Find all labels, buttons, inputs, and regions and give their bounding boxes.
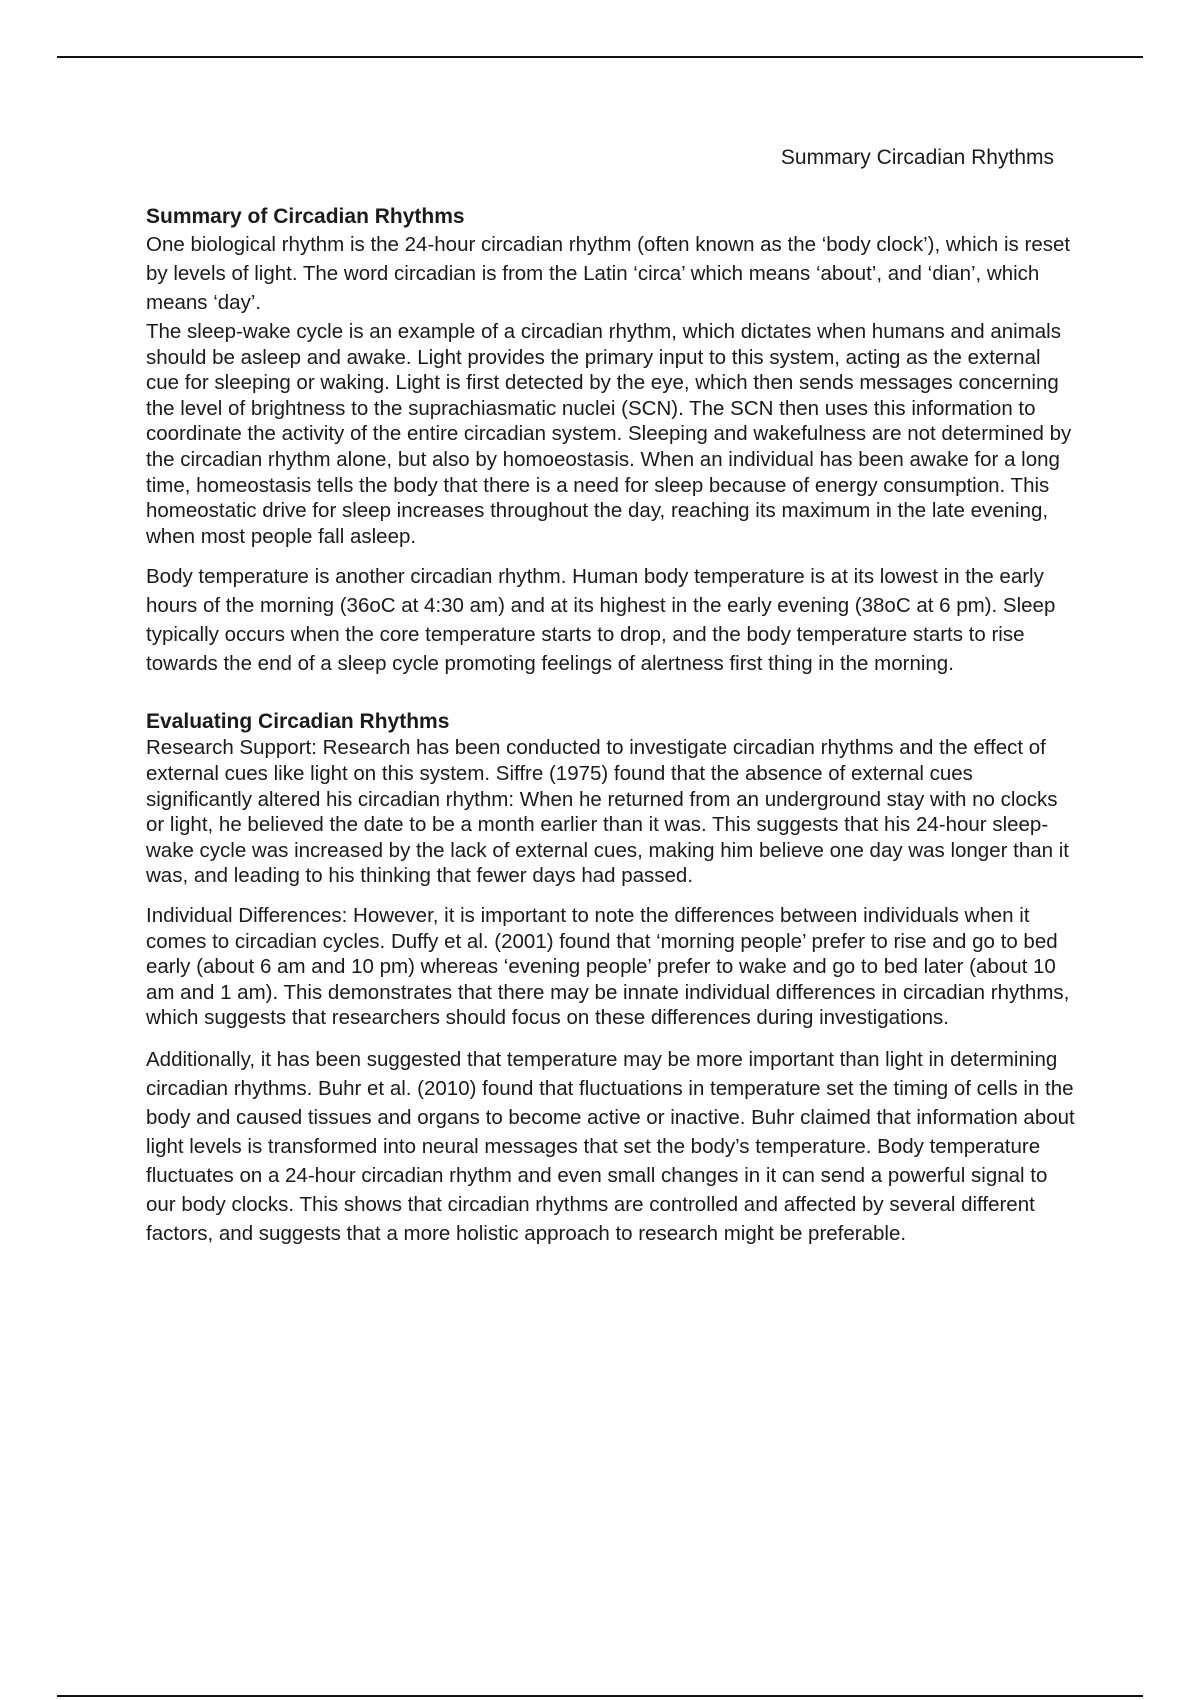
- running-header: Summary Circadian Rhythms: [780, 146, 1054, 169]
- paragraph: Individual Differences: However, it is important to note the differences between individuals when it comes to circadian cycles. Duffy et al. (2001) found that ‘morning people’ prefer to rise and go to bed early (about 6 am and 10 pm) whereas ‘evening people’ prefer to wake and go to bed later (about 10 am and 1 am). This demonstrates that there may be innate individual differences in circadian rhythms, which suggests that researchers should focus on these differences during investigations.: [146, 903, 1070, 1030]
- paragraph: One biological rhythm is the 24-hour circadian rhythm (often known as the ‘body clock’), which is reset by levels of light. The word circadian is from the Latin ‘circa’ which means ‘about’, and ‘dian’, which means ‘day’.: [146, 233, 1071, 314]
- paragraph: Research Support: Research has been conducted to investigate circadian rhythms and the effect of external cues like light on this system. Siffre (1975) found that the absence of external cues significantly altered his circadian rhythm: When he returned from an underground stay with no clocks or light, he believed the date to be a month earlier than it was. This suggests that his 24-hour sleep-wake cycle was increased by the lack of external cues, making him believe one day was longer than it was, and leading to his thinking that fewer days had passed.: [146, 736, 1069, 888]
- paragraph: The sleep-wake cycle is an example of a circadian rhythm, which dictates when humans and animals should be asleep and awake. Light provides the primary input to this system, acting as the external cue for sleeping or waking. Light is first detected by the eye, which then sends messages concerning the level of brightness to the suprachiasmatic nuclei (SCN). The SCN then uses this information to coordinate the activity of the entire circadian system. Sleeping and wakefulness are not determined by the circadian rhythm alone, but also by homoeostasis. When an individual has been awake for a long time, homeostasis tells the body that there is a need for sleep because of energy consumption. This homeostatic drive for sleep increases throughout the day, reaching its maximum in the late evening, when most people fall asleep.: [146, 320, 1072, 548]
- top-rule: [57, 56, 1143, 58]
- section-heading: Summary of Circadian Rhythms: [146, 205, 465, 228]
- section-heading: Evaluating Circadian Rhythms: [146, 710, 450, 734]
- bottom-rule: [57, 1695, 1143, 1697]
- document-body: [146, 204, 1076, 1248]
- section-evaluation: [146, 709, 1076, 1248]
- section-summary: [146, 204, 1076, 678]
- paragraph: Body temperature is another circadian rhythm. Human body temperature is at its lowest in the early hours of the morning (36oC at 4:30 am) and at its highest in the early evening (38oC at 6 pm). Sleep typically occurs when the core temperature starts to drop, and the body temperature starts to rise towards the end of a sleep cycle promoting feelings of alertness first thing in the morning.: [146, 565, 1056, 676]
- paragraph: Additionally, it has been suggested that temperature may be more important than light in determining circadian rhythms. Buhr et al. (2010) found that fluctuations in temperature set the timing of cells in the body and caused tissues and organs to become active or inactive. Buhr claimed that information about light levels is transformed into neural messages that set the body’s temperature. Body temperature fluctuates on a 24-hour circadian rhythm and even small changes in it can send a powerful signal to our body clocks. This shows that circadian rhythms are controlled and affected by several different factors, and suggests that a more holistic approach to research might be preferable.: [146, 1047, 1075, 1245]
